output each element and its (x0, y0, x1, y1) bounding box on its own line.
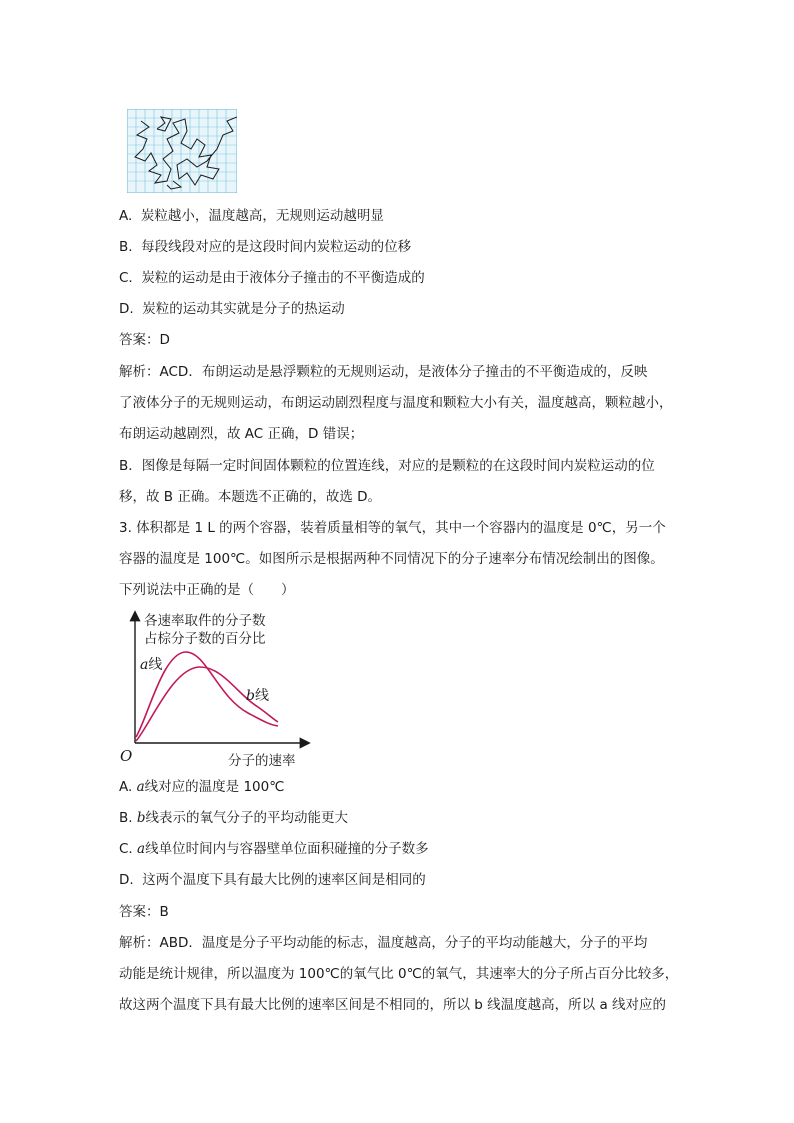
curve-b (136, 667, 278, 741)
q2-option-b: B. 每段线段对应的是这段时间内炭粒运动的位移 (119, 239, 412, 255)
q3-answer: 答案：B (119, 904, 169, 920)
q3-stem-line: 容器的温度是 100℃。如图所示是根据两种不同情况下的分子速率分布情况绘制出的图像。 (119, 551, 664, 567)
y-axis-label-2: 占棕分子数的百分比 (144, 631, 266, 647)
x-axis-label: 分子的速率 (228, 753, 296, 769)
y-axis-label-1: 各速率取件的分子数 (144, 613, 266, 629)
q3-option-a: A. a线对应的温度是 100℃ (119, 779, 285, 795)
q2-analysis-line: 了液体分子的无规则运动，布朗运动剧烈程度与温度和颗粒大小有关，温度越高，颗粒越小， (119, 395, 673, 411)
curve-b-label: b线 (246, 688, 269, 704)
q2-analysis-line: 解析：ACD．布朗运动是悬浮颗粒的无规则运动，是液体分子撞击的不平衡造成的，反映 (119, 364, 648, 380)
q3-analysis-line: 解析：ABD．温度是分子平均动能的标志，温度越高，分子的平均动能越大，分子的平均 (119, 935, 648, 951)
q2-analysis-line: 布朗运动越剧烈，故 AC 正确，D 错误； (119, 426, 364, 442)
origin-label: O (120, 747, 133, 765)
q2-option-d: D. 炭粒的运动其实就是分子的热运动 (119, 301, 345, 317)
q2-answer: 答案：D (119, 332, 170, 348)
q3-analysis-line: 故这两个温度下具有最大比例的速率区间是不相同的，所以 b 线温度越高，所以 a 线对应的 (119, 997, 667, 1013)
curve-a-label: a线 (140, 657, 163, 673)
q3-analysis-line: 动能是统计规律，所以温度为 100℃的氧气比 0℃的氧气，其速率大的分子所占百分比较多， (119, 966, 679, 982)
q3-option-b: B. b线表示的氧气分子的平均动能更大 (119, 810, 349, 826)
speed-distribution-figure (118, 607, 313, 772)
q2-analysis-line: 移，故 B 正确。本题选不正确的，故选 D。 (119, 489, 382, 505)
brownian-motion-figure (127, 109, 237, 193)
q3-stem-line: 3. 体积都是 1 L 的两个容器，装着质量相等的氧气，其中一个容器内的温度是 0℃，另一个 (119, 520, 666, 536)
q3-stem-line: 下列说法中正确的是（ ） (119, 582, 295, 598)
q3-option-d: D. 这两个温度下具有最大比例的速率区间是相同的 (119, 872, 426, 888)
q2-option-c: C. 炭粒的运动是由于液体分子撞击的不平衡造成的 (119, 270, 425, 286)
q2-analysis-line: B．图像是每隔一定时间固体颗粒的位置连线，对应的是颗粒的在这段时间内炭粒运动的位 (119, 458, 655, 474)
q2-option-a: A. 炭粒越小，温度越高，无规则运动越明显 (119, 208, 384, 224)
q3-option-c: C. a线单位时间内与容器壁单位面积碰撞的分子数多 (119, 841, 429, 857)
